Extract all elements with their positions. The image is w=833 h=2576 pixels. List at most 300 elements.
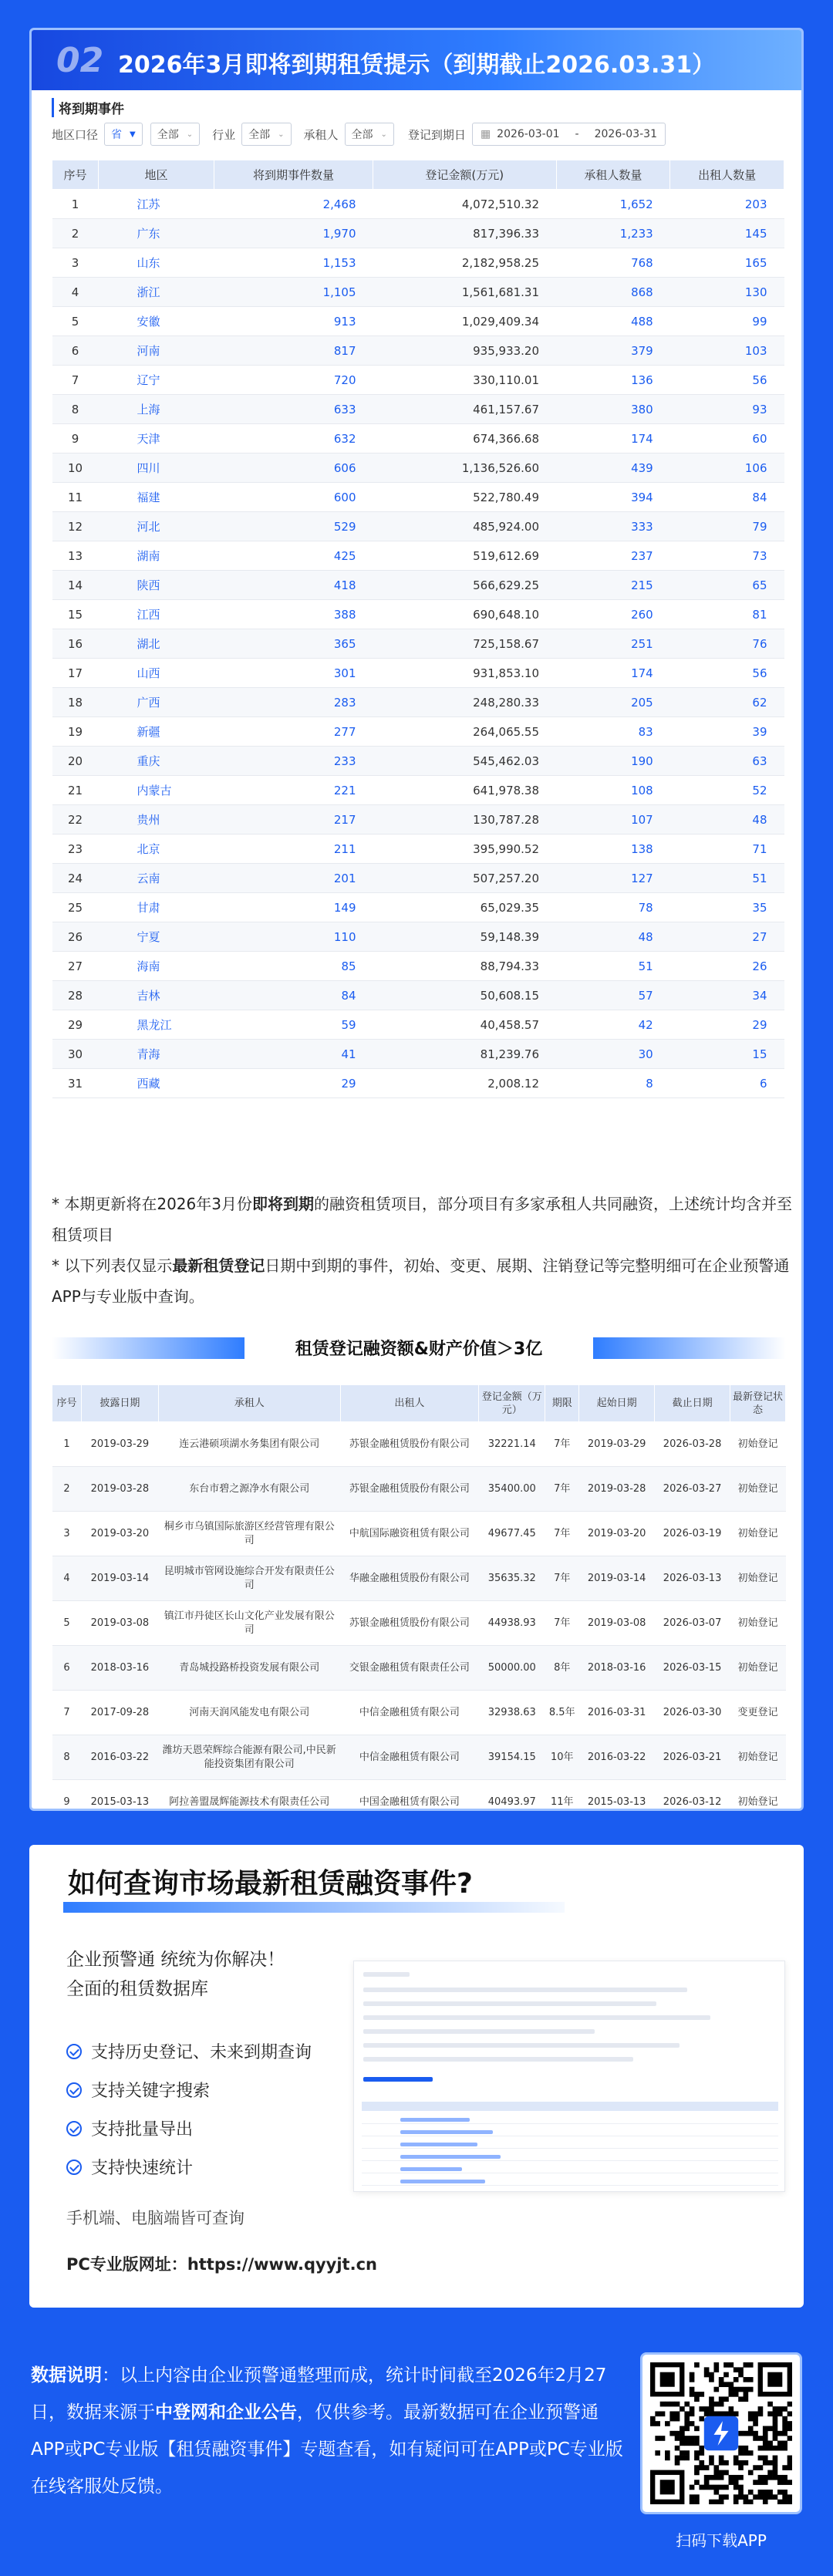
region-value: 全部	[157, 129, 179, 141]
cell-region[interactable]: 四川	[99, 453, 214, 483]
table-row	[52, 1780, 786, 1812]
cell-lessor-count[interactable]: 79	[670, 512, 784, 541]
cell-lessee-count[interactable]: 174	[556, 659, 670, 688]
col-header[interactable]: 承租人数量	[556, 160, 670, 190]
cell-lessee-count[interactable]: 108	[556, 776, 670, 805]
cell-region[interactable]: 河南	[99, 336, 214, 366]
cell-start-date: 2015-03-13	[579, 1780, 655, 1812]
cell-amount: 2,008.12	[373, 1069, 556, 1098]
lessee-value: 全部	[351, 129, 373, 141]
cell-amount: 248,280.33	[373, 688, 556, 717]
cell-event-count[interactable]: 59	[214, 1010, 373, 1040]
cell-amount: 566,629.25	[373, 571, 556, 600]
cell-event-count[interactable]: 1,153	[214, 248, 373, 278]
qr-code-image	[650, 2362, 792, 2504]
table-row	[52, 395, 784, 424]
cell-amount: 507,257.20	[373, 864, 556, 893]
table-row	[52, 453, 784, 483]
cell-lessee-count[interactable]: 190	[556, 747, 670, 776]
cell-index: 4	[52, 1556, 82, 1601]
cell-index: 2	[52, 219, 99, 248]
header-decoration-left	[52, 1337, 245, 1359]
qr-code[interactable]	[640, 2352, 802, 2514]
cell-end-date: 2026-03-21	[655, 1735, 730, 1780]
cell-status: 初始登记	[730, 1512, 786, 1556]
cell-event-count[interactable]: 606	[214, 453, 373, 483]
data-disclaimer: 数据说明：以上内容由企业预警通整理而成，统计时间截至2026年2月27日，数据来源于中登网和企业公告，仅供参考。最新数据可在企业预警通APP或PC专业版【租赁融资事件】专题查看，如有疑问可在APP或PC专业版在线客服处反馈。	[31, 2365, 623, 2497]
check-circle-icon	[66, 2160, 82, 2175]
cell-amount: 330,110.01	[373, 366, 556, 395]
promo-title: 如何查询市场最新租赁融资事件?	[68, 1868, 473, 1900]
cell-lessee-count[interactable]: 42	[556, 1010, 670, 1040]
table-row	[52, 1735, 786, 1780]
table-row	[52, 541, 784, 571]
cell-lessee-count[interactable]: 57	[556, 981, 670, 1010]
cell-lessor-count[interactable]: 39	[670, 717, 784, 747]
cell-amount: 931,853.10	[373, 659, 556, 688]
region-scope-select[interactable]	[104, 123, 143, 146]
cell-event-count[interactable]: 1,970	[214, 219, 373, 248]
cell-disclosure-date: 2015-03-13	[81, 1780, 158, 1812]
cell-disclosure-date: 2019-03-28	[81, 1467, 158, 1512]
promo-intro-line1: 企业预警通 统统为你解决！	[66, 1950, 285, 1970]
cell-region[interactable]: 河北	[99, 512, 214, 541]
cell-lessor: 中信金融租赁有限公司	[340, 1691, 479, 1735]
cell-event-count[interactable]: 2,468	[214, 190, 373, 219]
note-2: * 以下列表仅显示最新租赁登记日期中到期的事件，初始、变更、展期、注销登记等完整明细可在企业预警通APP与专业版中查询。	[52, 1256, 790, 1306]
cell-amount: 935,933.20	[373, 336, 556, 366]
cell-lessor-count[interactable]: 99	[670, 307, 784, 336]
cell-amount: 81,239.76	[373, 1040, 556, 1069]
cell-amount: 50000.00	[479, 1646, 545, 1691]
cell-lessor-count[interactable]: 60	[670, 424, 784, 453]
cell-region[interactable]: 黑龙江	[99, 1010, 214, 1040]
cell-lessee: 昆明城市管网设施综合开发有限责任公司	[158, 1556, 340, 1601]
cell-lessee-count[interactable]: 868	[556, 278, 670, 307]
filter-label-region: 地区口径	[52, 127, 99, 142]
cell-disclosure-date: 2017-09-28	[81, 1691, 158, 1735]
cell-amount: 674,366.68	[373, 424, 556, 453]
cell-index: 19	[52, 717, 99, 747]
cell-lessor-count[interactable]: 48	[670, 805, 784, 835]
cell-lessor-count[interactable]: 145	[670, 219, 784, 248]
table-header-row	[52, 160, 784, 190]
cell-lessor-count[interactable]: 81	[670, 600, 784, 629]
table-row	[52, 248, 784, 278]
promo-intro-line2: 全面的租赁数据库	[66, 1979, 208, 1999]
table-row	[52, 835, 784, 864]
cell-start-date: 2019-03-29	[579, 1422, 655, 1467]
col-header: 出租人	[340, 1385, 479, 1422]
cell-lessee-count[interactable]: 51	[556, 952, 670, 981]
cell-lessee: 潍坊天恩荣辉综合能源有限公司,中民新能投资集团有限公司	[158, 1735, 340, 1780]
cell-index: 12	[52, 512, 99, 541]
filter-row	[52, 123, 666, 146]
cell-disclosure-date: 2019-03-20	[81, 1512, 158, 1556]
cell-lessor-count[interactable]: 26	[670, 952, 784, 981]
cell-lessee-count[interactable]: 136	[556, 366, 670, 395]
cell-lessor-count[interactable]: 76	[670, 629, 784, 659]
table-row	[52, 864, 784, 893]
cell-region[interactable]: 广西	[99, 688, 214, 717]
cell-lessee: 青岛城投路桥投资发展有限公司	[158, 1646, 340, 1691]
cell-lessor-count[interactable]: 35	[670, 893, 784, 922]
date-separator: -	[575, 128, 579, 140]
cell-amount: 4,072,510.32	[373, 190, 556, 219]
cell-lessor-count[interactable]: 71	[670, 835, 784, 864]
cell-lessee-count[interactable]: 1,652	[556, 190, 670, 219]
cell-amount: 39154.15	[479, 1735, 545, 1780]
cell-lessor-count[interactable]: 130	[670, 278, 784, 307]
cell-index: 6	[52, 336, 99, 366]
cell-index: 1	[52, 190, 99, 219]
table-row	[52, 1646, 786, 1691]
cell-lessee-count[interactable]: 8	[556, 1069, 670, 1098]
table-row	[52, 483, 784, 512]
cell-event-count[interactable]: 388	[214, 600, 373, 629]
cell-region[interactable]: 天津	[99, 424, 214, 453]
cell-amount: 1,029,409.34	[373, 307, 556, 336]
cell-lessor-count[interactable]: 56	[670, 366, 784, 395]
cell-lessee-count[interactable]: 488	[556, 307, 670, 336]
cell-lessor-count[interactable]: 6	[670, 1069, 784, 1098]
cell-lessor-count[interactable]: 27	[670, 922, 784, 952]
cell-lessor: 交银金融租赁有限责任公司	[340, 1646, 479, 1691]
cell-lessor-count[interactable]: 34	[670, 981, 784, 1010]
cell-region[interactable]: 安徽	[99, 307, 214, 336]
table-row	[52, 922, 784, 952]
cell-lessor: 华融金融租赁股份有限公司	[340, 1556, 479, 1601]
cell-index: 7	[52, 1691, 82, 1735]
col-header: 最新登记状态	[730, 1385, 786, 1422]
cell-region[interactable]: 吉林	[99, 981, 214, 1010]
table-row	[52, 981, 784, 1010]
cell-event-count[interactable]: 201	[214, 864, 373, 893]
date-start: 2026-03-01	[497, 128, 560, 140]
cell-term: 7年	[545, 1467, 579, 1512]
cell-lessee-count[interactable]: 138	[556, 835, 670, 864]
cell-term: 11年	[545, 1780, 579, 1812]
cell-start-date: 2019-03-28	[579, 1467, 655, 1512]
title-underline	[63, 1902, 565, 1913]
cell-amount: 690,648.10	[373, 600, 556, 629]
cell-lessee-count[interactable]: 48	[556, 922, 670, 952]
table-row	[52, 688, 784, 717]
cell-lessee-count[interactable]: 30	[556, 1040, 670, 1069]
cell-event-count[interactable]: 84	[214, 981, 373, 1010]
cell-region[interactable]: 辽宁	[99, 366, 214, 395]
cell-index: 2	[52, 1467, 82, 1512]
cell-region[interactable]: 福建	[99, 483, 214, 512]
cell-lessor-count[interactable]: 15	[670, 1040, 784, 1069]
cell-lessor-count[interactable]: 203	[670, 190, 784, 219]
cell-term: 7年	[545, 1601, 579, 1646]
table-row	[52, 747, 784, 776]
cell-lessee-count[interactable]: 83	[556, 717, 670, 747]
cell-amount: 35635.32	[479, 1556, 545, 1601]
cell-lessee-count[interactable]: 394	[556, 483, 670, 512]
cell-amount: 641,978.38	[373, 776, 556, 805]
cell-end-date: 2026-03-07	[655, 1601, 730, 1646]
lessee-select[interactable]	[345, 123, 394, 146]
feature-item: 支持历史登记、未来到期查询	[66, 2039, 312, 2063]
cell-lessor-count[interactable]: 103	[670, 336, 784, 366]
cell-region[interactable]: 重庆	[99, 747, 214, 776]
cell-event-count[interactable]: 233	[214, 747, 373, 776]
table-row	[52, 776, 784, 805]
cell-index: 14	[52, 571, 99, 600]
cell-index: 11	[52, 483, 99, 512]
cell-region[interactable]: 陕西	[99, 571, 214, 600]
date-end: 2026-03-31	[594, 128, 657, 140]
table-row	[52, 1512, 786, 1556]
cell-event-count[interactable]: 149	[214, 893, 373, 922]
table-row	[52, 336, 784, 366]
col-header: 起始日期	[579, 1385, 655, 1422]
calendar-icon: ▦	[480, 128, 491, 140]
cell-lessee-count[interactable]: 768	[556, 248, 670, 278]
cell-event-count[interactable]: 529	[214, 512, 373, 541]
cell-region[interactable]: 青海	[99, 1040, 214, 1069]
cell-region[interactable]: 浙江	[99, 278, 214, 307]
cell-lessee-count[interactable]: 78	[556, 893, 670, 922]
note-1: * 本期更新将在2026年3月份即将到期的融资租赁项目，部分项目有多家承租人共同融资，上述统计均含并至租赁项目	[52, 1195, 792, 1244]
cell-index: 13	[52, 541, 99, 571]
cell-lessor-count[interactable]: 56	[670, 659, 784, 688]
cell-lessor-count[interactable]: 51	[670, 864, 784, 893]
cell-index: 20	[52, 747, 99, 776]
table-row	[52, 278, 784, 307]
cell-status: 初始登记	[730, 1601, 786, 1646]
cell-region[interactable]: 甘肃	[99, 893, 214, 922]
cell-lessee: 阿拉善盟晟辉能源技术有限责任公司	[158, 1780, 340, 1812]
cell-disclosure-date: 2018-03-16	[81, 1646, 158, 1691]
cell-event-count[interactable]: 85	[214, 952, 373, 981]
cell-disclosure-date: 2019-03-08	[81, 1601, 158, 1646]
cell-region[interactable]: 西藏	[99, 1069, 214, 1098]
cell-lessee-count[interactable]: 333	[556, 512, 670, 541]
cell-event-count[interactable]: 600	[214, 483, 373, 512]
cell-status: 初始登记	[730, 1467, 786, 1512]
cell-region[interactable]: 山西	[99, 659, 214, 688]
cell-start-date: 2019-03-14	[579, 1556, 655, 1601]
cell-event-count[interactable]: 277	[214, 717, 373, 747]
cell-lessee-count[interactable]: 260	[556, 600, 670, 629]
section-header	[32, 30, 804, 90]
cell-amount: 264,065.55	[373, 717, 556, 747]
chevron-down-icon: ⌄	[380, 130, 387, 139]
cell-lessee-count[interactable]: 439	[556, 453, 670, 483]
cell-lessee: 连云港硕项湖水务集团有限公司	[158, 1422, 340, 1467]
cell-amount: 485,924.00	[373, 512, 556, 541]
cell-lessor-count[interactable]: 73	[670, 541, 784, 571]
cell-amount: 32221.14	[479, 1422, 545, 1467]
cell-event-count[interactable]: 29	[214, 1069, 373, 1098]
cell-term: 7年	[545, 1422, 579, 1467]
cell-amount: 50,608.15	[373, 981, 556, 1010]
cell-amount: 545,462.03	[373, 747, 556, 776]
col-header[interactable]: 序号	[52, 160, 99, 190]
cell-term: 7年	[545, 1556, 579, 1601]
cell-lessor-count[interactable]: 52	[670, 776, 784, 805]
subsection-header	[32, 1330, 804, 1367]
cell-index: 23	[52, 835, 99, 864]
cell-end-date: 2026-03-28	[655, 1422, 730, 1467]
cell-region[interactable]: 新疆	[99, 717, 214, 747]
table-row	[52, 1040, 784, 1069]
table-row	[52, 190, 784, 219]
table-row	[52, 1467, 786, 1512]
table-row	[52, 1556, 786, 1601]
cell-amount: 59,148.39	[373, 922, 556, 952]
cell-index: 9	[52, 1780, 82, 1812]
cell-amount: 817,396.33	[373, 219, 556, 248]
cell-event-count[interactable]: 913	[214, 307, 373, 336]
section-title: 2026年3月即将到期租赁提示（到期截止2026.03.31）	[118, 52, 716, 79]
cell-event-count[interactable]: 283	[214, 688, 373, 717]
cell-lessor: 中国金融租赁有限公司	[340, 1780, 479, 1812]
cell-lessee-count[interactable]: 127	[556, 864, 670, 893]
cell-index: 4	[52, 278, 99, 307]
cell-end-date: 2026-03-30	[655, 1691, 730, 1735]
cell-lessor-count[interactable]: 165	[670, 248, 784, 278]
col-header[interactable]: 登记金额(万元)	[373, 160, 556, 190]
cell-index: 30	[52, 1040, 99, 1069]
cell-region[interactable]: 海南	[99, 952, 214, 981]
cell-index: 10	[52, 453, 99, 483]
feature-item: 支持关键字搜索	[66, 2078, 210, 2102]
cell-term: 8年	[545, 1646, 579, 1691]
cell-lessor-count[interactable]: 65	[670, 571, 784, 600]
cell-event-count[interactable]: 365	[214, 629, 373, 659]
cell-index: 1	[52, 1422, 82, 1467]
cell-lessee: 河南天润风能发电有限公司	[158, 1691, 340, 1735]
table-row	[52, 219, 784, 248]
cell-index: 8	[52, 395, 99, 424]
cell-event-count[interactable]: 632	[214, 424, 373, 453]
expiry-region-table	[52, 160, 784, 1098]
cell-lessor-count[interactable]: 84	[670, 483, 784, 512]
cell-event-count[interactable]: 301	[214, 659, 373, 688]
cell-lessee-count[interactable]: 205	[556, 688, 670, 717]
cell-lessor: 中航国际融资租赁有限公司	[340, 1512, 479, 1556]
cell-event-count[interactable]: 817	[214, 336, 373, 366]
table-row	[52, 952, 784, 981]
cell-region[interactable]: 江西	[99, 600, 214, 629]
cell-event-count[interactable]: 418	[214, 571, 373, 600]
table-row	[52, 571, 784, 600]
cell-index: 17	[52, 659, 99, 688]
cell-lessor-count[interactable]: 29	[670, 1010, 784, 1040]
cell-lessee-count[interactable]: 174	[556, 424, 670, 453]
cell-lessee-count[interactable]: 251	[556, 629, 670, 659]
filter-label-industry: 行业	[212, 127, 236, 142]
cell-start-date: 2018-03-16	[579, 1646, 655, 1691]
cell-region[interactable]: 宁夏	[99, 922, 214, 952]
pc-url[interactable]: PC专业版网址：https://www.qyyjt.cn	[66, 2255, 377, 2274]
cell-region[interactable]: 内蒙古	[99, 776, 214, 805]
cell-event-count[interactable]: 1,105	[214, 278, 373, 307]
expiry-report-card	[29, 28, 804, 1811]
expiry-events-panel	[52, 98, 784, 1196]
cell-lessee-count[interactable]: 1,233	[556, 219, 670, 248]
cell-lessor: 中信金融租赁有限公司	[340, 1735, 479, 1780]
cell-region[interactable]: 江苏	[99, 190, 214, 219]
cell-index: 6	[52, 1646, 82, 1691]
cell-event-count[interactable]: 217	[214, 805, 373, 835]
cell-index: 31	[52, 1069, 99, 1098]
cell-lessor-count[interactable]: 106	[670, 453, 784, 483]
cell-lessor-count[interactable]: 93	[670, 395, 784, 424]
cell-amount: 395,990.52	[373, 835, 556, 864]
check-circle-icon	[66, 2082, 82, 2098]
cell-region[interactable]: 湖北	[99, 629, 214, 659]
cell-region[interactable]: 广东	[99, 219, 214, 248]
cell-lessee: 桐乡市乌镇国际旅游区经营管理有限公司	[158, 1512, 340, 1556]
cell-amount: 49677.45	[479, 1512, 545, 1556]
cell-lessee-count[interactable]: 379	[556, 336, 670, 366]
promo-intro	[66, 1945, 285, 2004]
cell-event-count[interactable]: 211	[214, 835, 373, 864]
check-circle-icon	[66, 2121, 82, 2136]
footer	[0, 2329, 833, 2576]
table-row	[52, 424, 784, 453]
cell-region[interactable]: 湖南	[99, 541, 214, 571]
cell-lessee-count[interactable]: 237	[556, 541, 670, 571]
cell-region[interactable]: 贵州	[99, 805, 214, 835]
cell-event-count[interactable]: 110	[214, 922, 373, 952]
cell-event-count[interactable]: 720	[214, 366, 373, 395]
cell-lessor: 苏银金融租赁股份有限公司	[340, 1422, 479, 1467]
col-header[interactable]: 出租人数量	[670, 160, 784, 190]
cell-event-count[interactable]: 633	[214, 395, 373, 424]
cell-region[interactable]: 上海	[99, 395, 214, 424]
col-header: 期限	[545, 1385, 579, 1422]
cell-event-count[interactable]: 221	[214, 776, 373, 805]
cell-lessor-count[interactable]: 63	[670, 747, 784, 776]
col-header[interactable]: 将到期事件数量	[214, 160, 373, 190]
cell-amount: 65,029.35	[373, 893, 556, 922]
cell-lessee-count[interactable]: 215	[556, 571, 670, 600]
col-header[interactable]: 地区	[99, 160, 214, 190]
cell-region[interactable]: 云南	[99, 864, 214, 893]
cell-amount: 519,612.69	[373, 541, 556, 571]
subsection-title: 租赁登记融资额&财产价值＞3亿	[295, 1340, 543, 1359]
cell-event-count[interactable]: 41	[214, 1040, 373, 1069]
region-select[interactable]	[150, 123, 200, 146]
cell-end-date: 2026-03-13	[655, 1556, 730, 1601]
cell-amount: 40,458.57	[373, 1010, 556, 1040]
cell-event-count[interactable]: 425	[214, 541, 373, 571]
cell-index: 26	[52, 922, 99, 952]
cell-region[interactable]: 山东	[99, 248, 214, 278]
panel-title: 将到期事件	[52, 98, 124, 117]
cell-lessor-count[interactable]: 62	[670, 688, 784, 717]
cell-lessor: 苏银金融租赁股份有限公司	[340, 1601, 479, 1646]
cell-term: 7年	[545, 1512, 579, 1556]
cell-region[interactable]: 北京	[99, 835, 214, 864]
industry-select[interactable]	[241, 123, 291, 146]
cell-amount: 461,157.67	[373, 395, 556, 424]
cell-status: 初始登记	[730, 1646, 786, 1691]
date-range-picker[interactable]	[472, 123, 666, 146]
check-circle-icon	[66, 2044, 82, 2059]
cell-index: 5	[52, 1601, 82, 1646]
table-row	[52, 893, 784, 922]
cell-lessee-count[interactable]: 380	[556, 395, 670, 424]
cell-lessee-count[interactable]: 107	[556, 805, 670, 835]
table-row	[52, 1069, 784, 1098]
